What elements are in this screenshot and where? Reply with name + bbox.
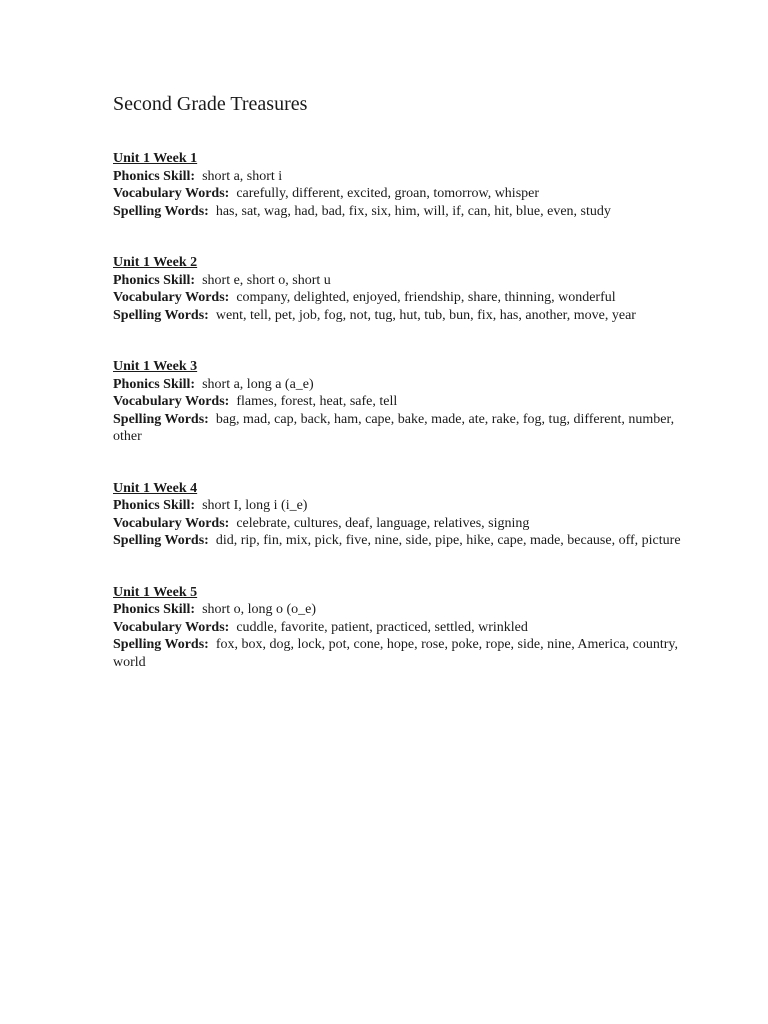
spelling-value: bag, mad, cap, back, ham, cape, bake, made, ate, rake, fog, tug, different, number, other [113,411,675,444]
vocabulary-row [113,619,693,637]
spelling-row [113,411,693,446]
spelling-row [113,532,693,550]
spelling-label: Spelling Words: [113,307,209,323]
unit-heading: Unit 1 Week 3 [113,359,198,374]
vocabulary-row [113,289,693,307]
phonics-value: short e, short o, short u [202,272,331,288]
phonics-label: Phonics Skill: [113,602,196,617]
spelling-row [113,307,693,325]
unit-section [113,584,693,672]
spelling-row [113,636,693,671]
phonics-row [113,168,693,186]
vocabulary-label: Vocabulary Words: [113,394,230,409]
phonics-label: Phonics Skill: [113,272,196,288]
spelling-value: did, rip, fin, mix, pick, five, nine, side, pipe, hike, cape, made, because, off, picture [215,533,681,548]
spelling-row [113,203,693,221]
vocabulary-label: Vocabulary Words: [113,290,230,305]
vocabulary-value: cuddle, favorite, patient, practiced, settled, wrinkled [236,619,528,635]
vocabulary-label: Vocabulary Words: [113,515,230,531]
phonics-label: Phonics Skill: [113,376,196,392]
phonics-value: short a, short i [202,168,283,184]
vocabulary-row [113,185,693,203]
page-title: Second Grade Treasures [113,93,308,115]
vocabulary-value: company, delighted, enjoyed, friendship, share, thinning, wonderful [236,290,616,305]
spelling-value: has, sat, wag, had, bad, fix, six, him, will, if, can, hit, blue, even, study [215,203,611,219]
spelling-value: went, tell, pet, job, fog, not, tug, hut, tub, bun, fix, has, another, move, year [215,307,636,323]
unit-heading: Unit 1 Week 1 [113,151,198,166]
vocabulary-label: Vocabulary Words: [113,186,230,201]
unit-section [113,150,693,220]
unit-section [113,254,693,324]
vocabulary-value: celebrate, cultures, deaf, language, relatives, signing [236,515,530,531]
vocabulary-row [113,393,693,411]
spelling-value: fox, box, dog, lock, pot, cone, hope, rose, poke, rope, side, nine, America, country, world [113,637,678,670]
spelling-label: Spelling Words: [113,411,209,427]
unit-heading: Unit 1 Week 2 [113,255,198,270]
vocabulary-value: flames, forest, heat, safe, tell [236,394,398,409]
phonics-row [113,376,693,394]
phonics-value: short a, long a (a_e) [202,376,314,392]
phonics-value: short o, long o (o_e) [202,602,317,617]
vocabulary-row [113,515,693,533]
document-page [113,92,693,705]
spelling-label: Spelling Words: [113,533,209,548]
vocabulary-label: Vocabulary Words: [113,619,230,635]
spelling-label: Spelling Words: [113,203,209,219]
unit-section [113,480,693,550]
phonics-row [113,272,693,290]
unit-section [113,358,693,446]
unit-heading: Unit 1 Week 4 [113,480,198,496]
phonics-label: Phonics Skill: [113,168,196,184]
phonics-value: short I, long i (i_e) [202,498,308,513]
vocabulary-value: carefully, different, excited, groan, tomorrow, whisper [236,186,540,201]
spelling-label: Spelling Words: [113,637,209,652]
phonics-label: Phonics Skill: [113,498,196,513]
phonics-row [113,497,693,515]
unit-heading: Unit 1 Week 5 [113,584,198,600]
phonics-row [113,601,693,619]
